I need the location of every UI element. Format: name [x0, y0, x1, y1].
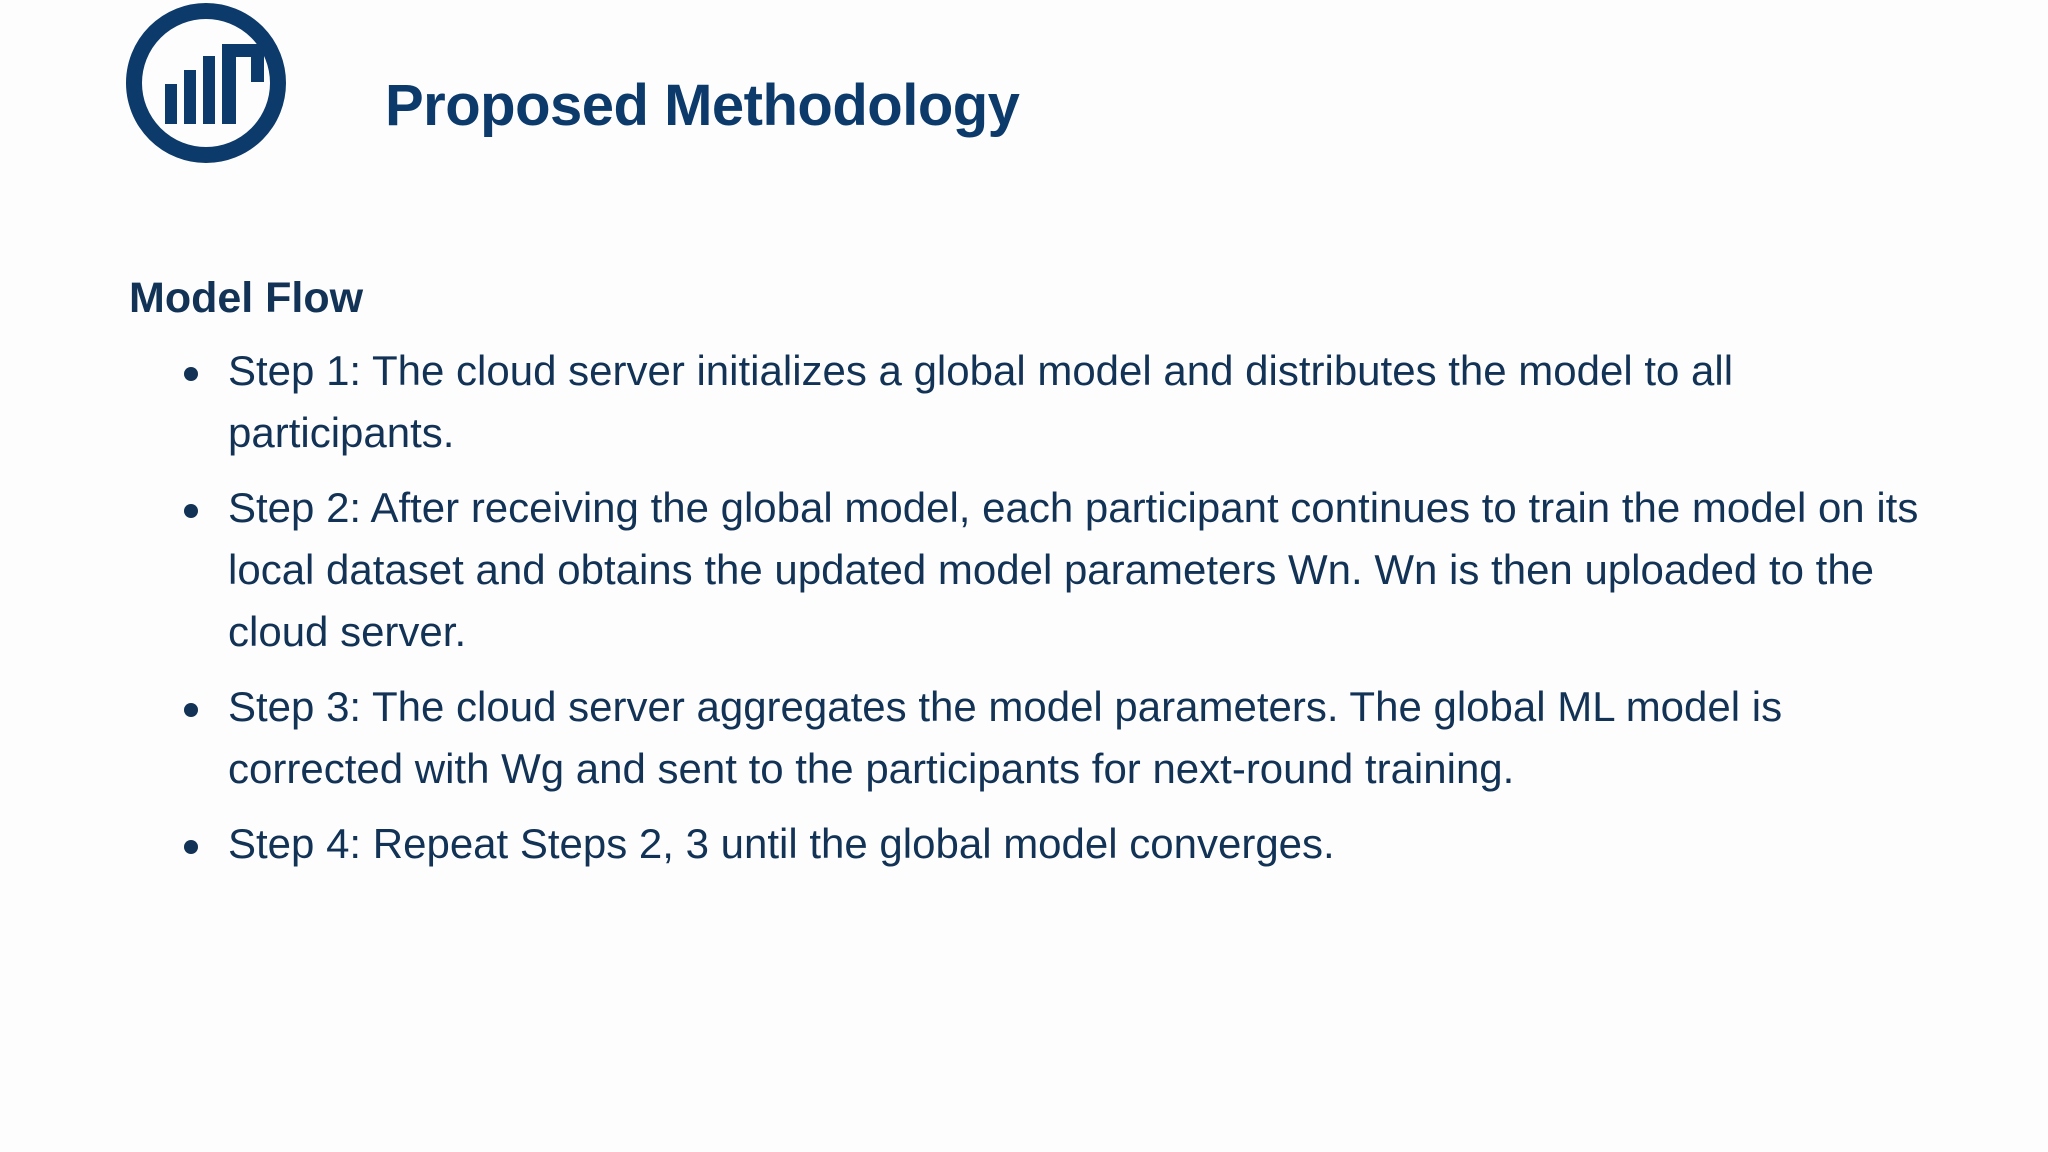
- section-heading: Model Flow: [129, 274, 364, 322]
- step-text: Step 1: The cloud server initializes a global model and distributes the model to all participants.: [228, 347, 1734, 456]
- bar-chart-circle-logo-icon: [125, 2, 287, 164]
- list-item: [228, 813, 1928, 875]
- list-item: [228, 477, 1928, 663]
- step-text: Step 2: After receiving the global model, each participant continues to train the model on its local dataset and obtains the updated model parameters Wn. Wn is then uploaded to the cloud server.: [228, 484, 1919, 655]
- step-text: Step 4: Repeat Steps 2, 3 until the global model converges.: [228, 820, 1335, 867]
- step-text: Step 3: The cloud server aggregates the model parameters. The global ML model is corrected with Wg and sent to the participants for next-round training.: [228, 683, 1783, 792]
- list-item: [228, 676, 1928, 800]
- step-list: [228, 340, 1928, 888]
- bullet-icon: [184, 367, 198, 381]
- bullet-icon: [184, 840, 198, 854]
- bullet-icon: [184, 703, 198, 717]
- bullet-icon: [184, 504, 198, 518]
- slide-title: Proposed Methodology: [385, 73, 1020, 138]
- list-item: [228, 340, 1928, 464]
